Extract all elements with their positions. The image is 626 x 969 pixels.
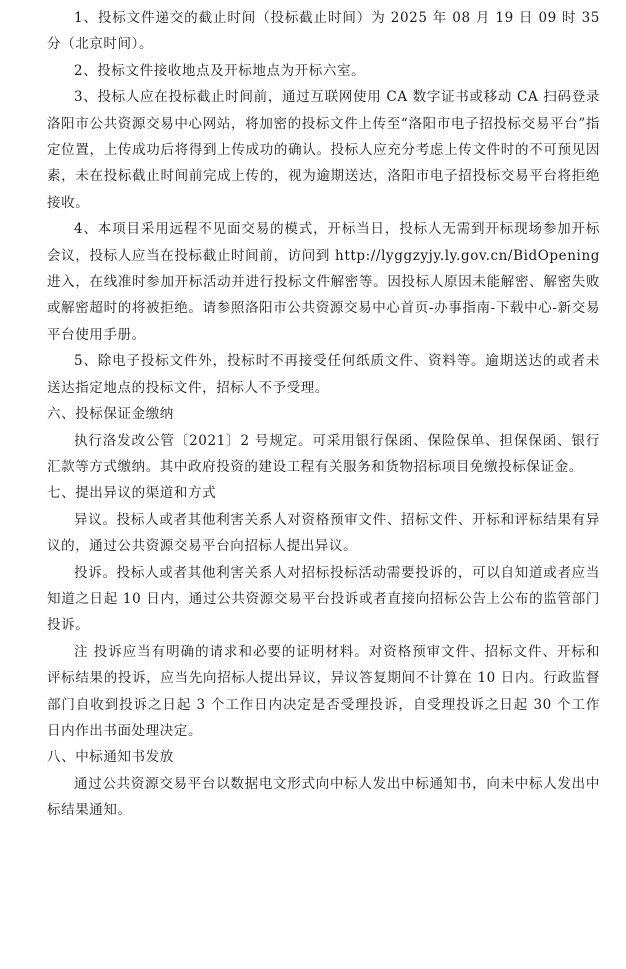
bid-bond-paragraph: 执行洛发改公管〔2021〕2 号规定。可采用银行保函、保险保单、担保保函、银行汇款等方式缴纳。其中政府投资的建设工程有关服务和货物招标项目免缴投标保证金。 (47, 432, 600, 475)
notice-item-1: 1、投标文件递交的截止时间（投标截止时间）为 2025 年 08 月 19 日 09 时 35 分（北京时间）。 (47, 10, 600, 53)
note-paragraph: 注 投诉应当有明确的请求和必要的证明材料。对资格预审文件、招标文件、开标和评标结果的投诉，应当先向招标人提出异议，异议答复期间不计算在 10 日内。行政监督部门自收到投诉之日起 3 个工作日内决定是否受理投诉，自受理投诉之日起 30 个工作日内作出书面处理决定。 (47, 643, 600, 739)
section-heading-7: 七、提出异议的渠道和方式 (47, 485, 217, 502)
notice-item-4: 4、本项目采用远程不见面交易的模式，开标当日，投标人无需到开标现场参加开标会议，投标人应当在投标截止时间前，访问到 http://lyggzyjy.ly.gov.cn/BidOpening 进入，在线准时参加开标活动并进行投标文件解密等。因投标人原因未能解密、解密失败或解密超时的将被拒绝。请参照洛阳市公共资源交易中心首页-办事指南-下载中心-新交易平台使用手册。 (47, 221, 600, 343)
section-heading-8: 八、中标通知书发放 (47, 749, 174, 766)
award-notice-paragraph: 通过公共资源交易平台以数据电文形式向中标人发出中标通知书，向未中标人发出中标结果通知。 (47, 775, 600, 819)
notice-item-2: 2、投标文件接收地点及开标地点为开标六室。 (74, 62, 366, 79)
notice-item-3: 3、投标人应在投标截止时间前，通过互联网使用 CA 数字证书或移动 CA 扫码登录洛阳市公共资源交易中心网站，将加密的投标文件上传至“洛阳市电子招投标交易平台”指定位置，上传成功后将得到上传成功的确认。投标人应充分考虑上传文件时的不可预见因素，未在投标截止时间前完成上传的，视为逾期送达，洛阳市电子招投标交易平台将拒绝接收。 (47, 89, 600, 211)
notice-item-5: 5、除电子投标文件外，投标时不再接受任何纸质文件、资料等。逾期送达的或者未送达指定地点的投标文件，招标人不予受理。 (47, 353, 600, 396)
complaint-paragraph: 投诉。投标人或者其他利害关系人对招标投标活动需要投诉的，可以自知道或者应当知道之日起 10 日内，通过公共资源交易平台投诉或者直接向招标公告上公布的监管部门投诉。 (47, 564, 600, 634)
objection-paragraph: 异议。投标人或者其他利害关系人对资格预审文件、招标文件、开标和评标结果有异议的，通过公共资源交易平台向招标人提出异议。 (47, 511, 600, 555)
section-heading-6: 六、投标保证金缴纳 (47, 406, 174, 423)
